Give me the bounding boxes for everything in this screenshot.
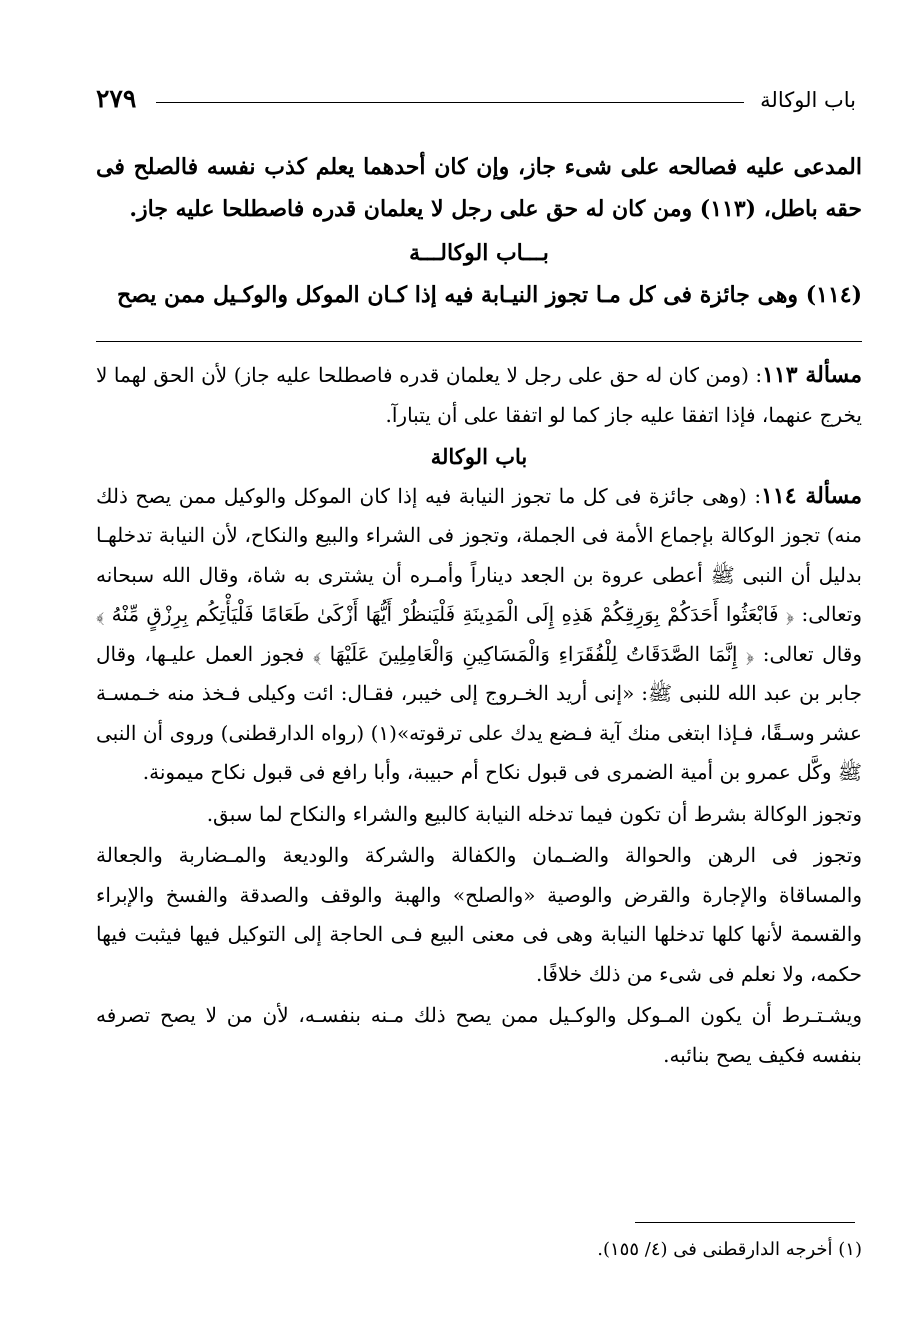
masala-113-label: مسألة ١١٣ — [762, 362, 862, 388]
commentary-paragraph-5: ويشـتـرط أن يكون المـوكل والوكـيل ممن يصح ذلك مـنه بنفسـه، لأن من لا يصح تصرفه بنفسه فكيف يصح بنائبه. — [96, 1003, 862, 1067]
commentary-paragraph-4: وتجوز فى الرهن والحوالة والضـمان والكفالة والشركة والوديعة والمـضاربة والجعالة والمساقاة والإجارة والقرض والوصية «والصلح» والهبة والوقف والصدقة والفسخ والإبراء والقسمة لأنها كلها تدخلها النيابة وهى فى معنى البيع فـى الحاجة إلى التوكيل فيها فيثبت فيها حكمه، ولا نعلم فى شىء من ذلك خلافًا. — [96, 843, 862, 986]
masala-114-text: : (وهى جائزة فى كل ما تجوز النيابة فيه إذا كان الموكل والوكيل ممن يصح ذلك منه) تجوز الوكالة بإجماع الأمة فى الجملة، وتجوز فى الشراء والبيع والنكاح، لأن النيابة تدخلهـا بدليل أن النبى ﷺ أعطى عروة بن الجعد ديناراً وأمـره أن يشترى به شاة، وقال الله سبحانه وتعالى: ﴿ فَابْعَثُوا أَحَدَكُمْ بِوَرِقِكُمْ هَذِهِ إِلَى الْمَدِينَةِ فَلْيَنظُرْ أَيُّهَا أَزْكَىٰ طَعَامًا فَلْيَأْتِكُم بِرِزْقٍ مِّنْهُ ﴾ وقال تعالى: ﴿ إِنَّمَا الصَّدَقَاتُ لِلْفُقَرَاءِ وَالْمَسَاكِينِ وَالْعَامِلِينَ عَلَيْهَا ﴾ فجوز العمل عليـها، وقال جابر بن عبد الله للنبى ﷺ: «إنى أريد الخـروج إلى خيبر، فقـال: ائت وكيلى فـخذ منه خـمسـة عشر وسـقًا، فـإذا ابتغى منك آية فـضع يدك على ترقوته»(١) (رواه الدارقطنى) وروى أن النبى ﷺ وكَّل عمرو بن أمية الضمرى فى قبول نكاح أم حبيبة، وأبا رافع فى قبول نكاح ميمونة. — [96, 483, 862, 784]
commentary-paragraph-3: وتجوز الوكالة بشرط أن تكون فيما تدخله النيابة كالبيع والشراء والنكاح لما سبق. — [206, 801, 862, 826]
footnote: (١) أخرجه الدارقطنى فى (٤/ ١٥٥). — [597, 1239, 862, 1260]
header-title: باب الوكالة — [760, 88, 856, 112]
masala-114-paragraph — [96, 477, 862, 793]
page-number: ٢٧٩ — [96, 84, 137, 113]
main-paragraph-2: (١١٤) وهى جائزة فى كل مـا تجوز النيـابة فيه إذا كـان الموكل والوكـيل ممن يصح — [116, 282, 862, 308]
section-divider — [96, 341, 862, 342]
commentary-chapter-heading: باب الوكالة — [430, 444, 528, 469]
masala-113-text: : (ومن كان له حق على رجل لا يعلمان قدره فاصطلحا عليه جاز) لأن الحق لهما لا يخرج عنهما، فإذا اتفقا عليه جاز كما لو اتفقا على أن يتبارآ. — [96, 363, 862, 427]
main-text-block — [96, 146, 862, 318]
header-rule — [156, 102, 744, 103]
masala-114-label: مسألة ١١٤ — [761, 482, 862, 509]
main-paragraph-1: المدعى عليه فصالحه على شىء جاز، وإن كان أحدهما يعلم كذب نفسه فالصلح فى حقه باطل، (١١٣) ومن كان له حق على رجل لا يعلمان قدره فاصطلحا عليه جاز. — [96, 154, 862, 222]
commentary-block — [96, 356, 862, 1077]
masala-113-paragraph — [96, 356, 862, 435]
footnote-rule — [635, 1222, 855, 1223]
main-chapter-heading: بـــاب الوكالـــة — [409, 240, 549, 266]
running-header — [96, 84, 856, 118]
